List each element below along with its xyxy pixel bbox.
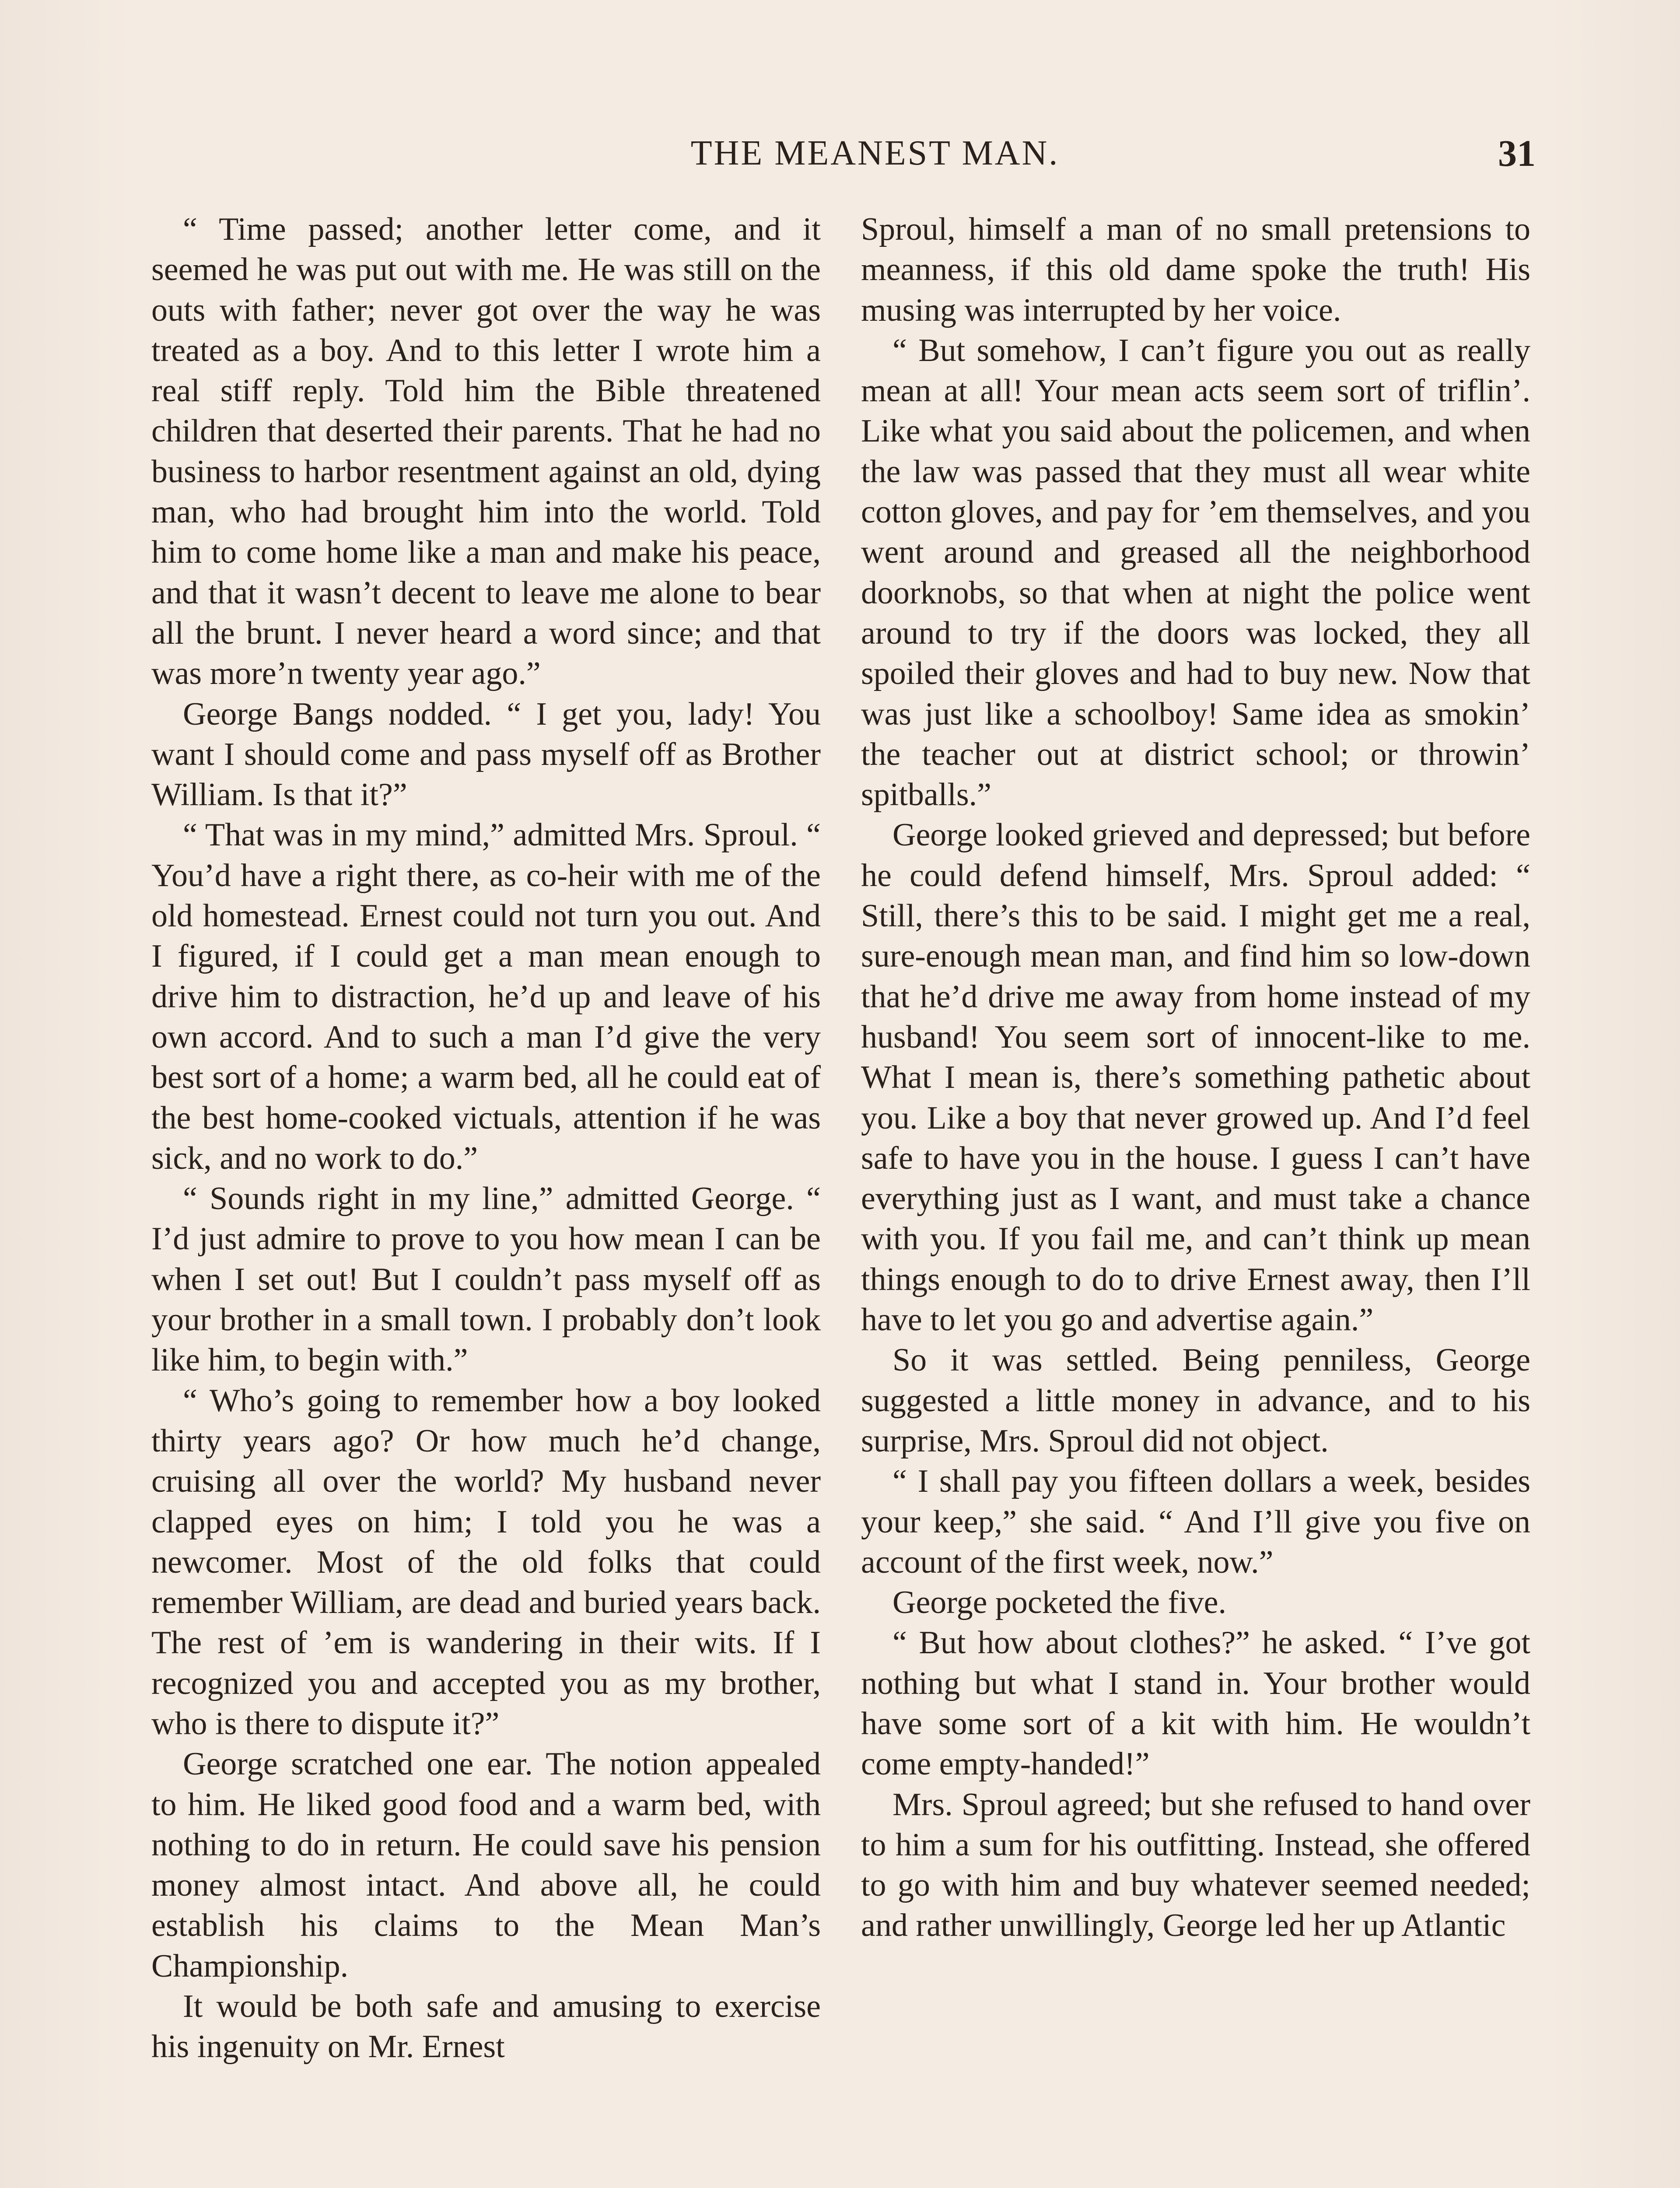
paragraph: “ Who’s going to remember how a boy looked thirty years ago? Or how much he’d change, cruising all over the world? My husband never clapped eyes on him; I told you he was a newcomer. Most of the old folks that could remember William, are dead and buried years back. The rest of ’em is wandering in their wits. If I recognized you and accepted you as my brother, who is there to dispute it?” (151, 1382, 821, 1742)
paragraph: “ That was in my mind,” admitted Mrs. Sproul. “ You’d have a right there, as co-heir with me of the old homestead. Ernest could not turn you out. And I figured, if I could get a man mean enough to drive him to distraction, he’d up and leave of his own accord. And to such a man I’d give the very best sort of a home; a warm bed, all he could eat of the best home-cooked victuals, attention if he was sick, and no work to do.” (151, 817, 821, 1176)
paragraph: George pocketed the five. (892, 1585, 1226, 1621)
paragraph: “ I shall pay you fifteen dollars a week, besides your keep,” she said. “ And I’ll give you five on account of the first week, now.” (861, 1463, 1530, 1580)
right-text-column (861, 209, 1530, 1946)
paragraph: George scratched one ear. The notion appealed to him. He liked good food and a warm bed, with nothing to do in return. He could save his pension money almost intact. And above all, he could establish his claims to the Mean Man’s Championship. (151, 1746, 821, 1984)
page-number: 31 (1498, 132, 1536, 174)
paragraph: George looked grieved and depressed; but before he could defend himself, Mrs. Sproul added: “ Still, there’s this to be said. I might get me a real, sure-enough mean man, and find him so low-down that he’d drive me away from home instead of my husband! You seem sort of innocent-like to me. What I mean is, there’s something pathetic about you. Like a boy that never growed up. And I’d feel safe to have you in the house. I guess I can’t have everything just as I want, and must take a chance with you. If you fail me, and can’t think up mean things enough to do to drive Ernest away, then I’ll have to let you go and advertise again.” (861, 817, 1530, 1338)
paragraph: George Bangs nodded. “ I get you, lady! You want I should come and pass myself off as Brother William. Is that it?” (151, 696, 821, 813)
running-title: THE MEANEST MAN. (690, 134, 1060, 172)
continued-paragraph: Sproul, himself a man of no small pretensions to meanness, if this old dame spoke the truth! His musing was interrupted by her voice. (861, 211, 1530, 328)
paragraph: “ Sounds right in my line,” admitted George. “ I’d just admire to prove to you how mean I can be when I set out! But I couldn’t pass myself off as your brother in a small town. I probably don’t look like him, to begin with.” (151, 1181, 821, 1378)
paragraph: It would be both safe and amusing to exercise his ingenuity on Mr. Ernest (151, 1988, 821, 2065)
paragraph: So it was settled. Being penniless, George suggested a little money in advance, and to his surprise, Mrs. Sproul did not object. (861, 1342, 1530, 1459)
paragraph: “ But how about clothes?” he asked. “ I’ve got nothing but what I stand in. Your brother would have some sort of a kit with him. He wouldn’t come empty-handed!” (861, 1625, 1530, 1782)
left-text-column (151, 209, 821, 2067)
paragraph: “ But somehow, I can’t figure you out as really mean at all! Your mean acts seem sort of triflin’. Like what you said about the policemen, and when the law was passed that they must all wear white cotton gloves, and pay for ’em themselves, and you went around and greased all the neighborhood doorknobs, so that when at night the police went around to try if the doors was locked, they all spoiled their gloves and had to buy new. Now that was just like a schoolboy! Same idea as smokin’ the teacher out at district school; or throwin’ spitballs.” (861, 332, 1530, 813)
paragraph: Mrs. Sproul agreed; but she refused to hand over to him a sum for his outfitting. Instead, she offered to go with him and buy whatever seemed needed; and rather unwillingly, George led her up Atlantic (861, 1786, 1530, 1944)
paragraph: “ Time passed; another letter come, and it seemed he was put out with me. He was still on the outs with father; never got over the way he was treated as a boy. And to this letter I wrote him a real stiff reply. Told him the Bible threatened children that deserted their parents. That he had no business to harbor resentment against an old, dying man, who had brought him into the world. Told him to come home like a man and make his peace, and that it wasn’t decent to leave me alone to bear all the brunt. I never heard a word since; and that was more’n twenty year ago.” (151, 211, 821, 692)
